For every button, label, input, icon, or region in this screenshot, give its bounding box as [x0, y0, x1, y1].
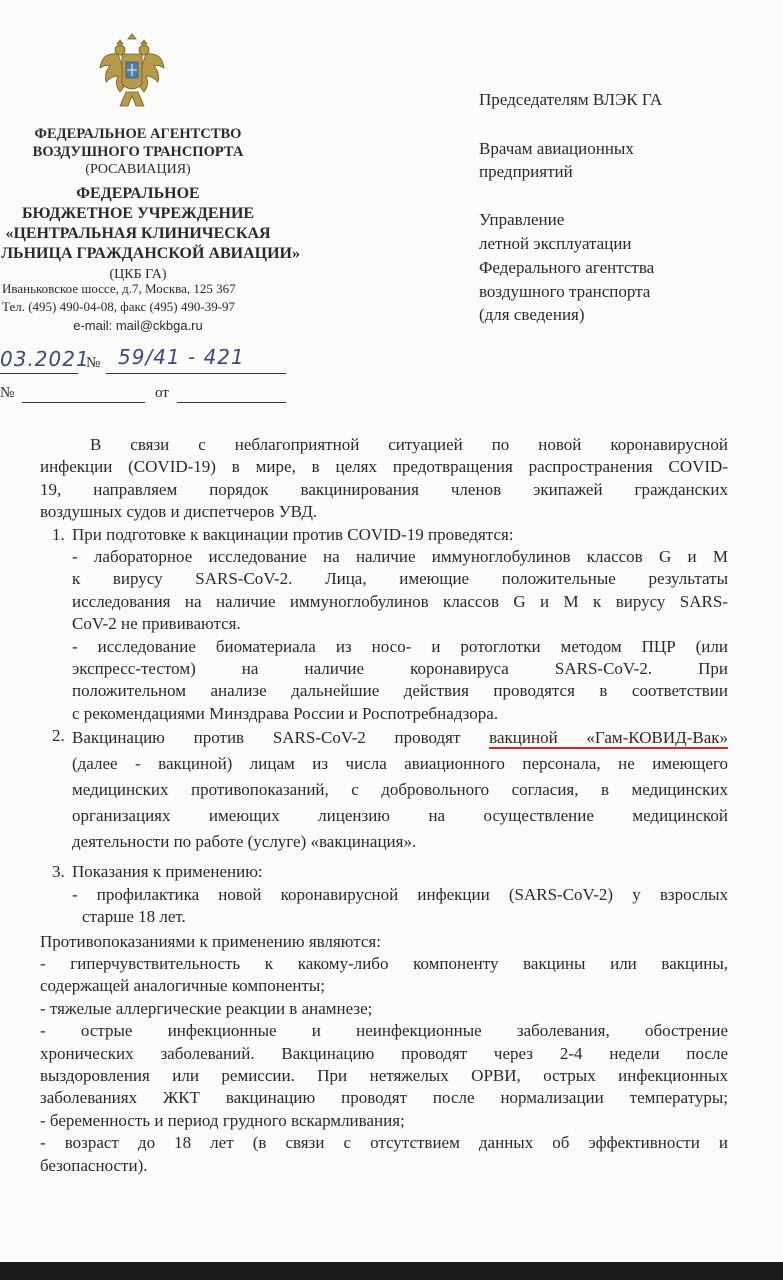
institution-name-line2: БЮДЖЕТНОЕ УЧРЕЖДЕНИЕ: [21, 205, 255, 222]
recipient-department-line4: воздушного транспорта: [479, 282, 651, 301]
institution-abbreviation: (ЦКБ ГА): [109, 267, 167, 282]
number-rule: [106, 373, 286, 374]
recipient-department-line1: Управление: [479, 210, 565, 229]
list-line: организациях имеющих лицензию на осуществление медицинской: [72, 806, 728, 826]
intro-line: воздушных судов и диспетчеров УВД.: [40, 502, 318, 522]
institution-name-line3: «ЦЕНТРАЛЬНАЯ КЛИНИЧЕСКАЯ: [5, 225, 271, 242]
list-item-heading: При подготовке к вакцинации против COVID-19 проведятся:: [72, 524, 514, 544]
list-number: 2.: [52, 726, 65, 746]
recipient-department-line2: летной эксплуатации: [479, 234, 632, 253]
contraindication-line: содержащей аналогичные компоненты;: [40, 976, 326, 996]
list-item-2: [40, 725, 728, 855]
agency-name-line2: ВОЗДУШНОГО ТРАНСПОРТА: [32, 144, 244, 160]
contraindication-line: безопасности).: [40, 1155, 148, 1175]
contraindication-line: - тяжелые аллергические реакции в анамнезе;: [40, 998, 373, 1018]
contraindication-line: - беременность и период грудного вскармливания;: [40, 1110, 405, 1130]
recipient-department-line3: Федерального агентства: [479, 258, 655, 277]
double-headed-eagle-icon: [96, 28, 168, 112]
handwritten-date: 03.2021: [0, 347, 90, 371]
list-line: (далее - вакциной) лицам из числа авиационного персонала, не имеющего: [72, 754, 728, 774]
list-line: медицинских противопоказаний, с добровольного согласия, в медицинских: [72, 780, 728, 800]
list-line: с рекомендациями Минздрава России и Роспотребнадзора.: [72, 703, 499, 723]
list-item-3: [40, 861, 728, 928]
contraindication-line: хронических заболеваний. Вакцинацию проводят через 2-4 недели после: [40, 1043, 728, 1063]
list-line: - профилактика новой коронавирусной инфекции (SARS-CoV-2) у взрослых: [72, 884, 728, 904]
underlined-vaccine-name: вакциной «Гам-КОВИД-Вак»: [489, 728, 729, 748]
list-line: старше 18 лет.: [82, 907, 186, 927]
bottom-edge: [0, 1262, 783, 1280]
institution-address: Иваньковское шоссе, д.7, Москва, 125 367: [2, 281, 236, 296]
list-line: положительном анализе дальнейшие действия проводятся в соответствии: [72, 681, 728, 701]
list-line: - исследование биоматериала из носо- и ротоглотки методом ПЦР (или: [72, 636, 728, 656]
recipient-department-line5: (для сведения): [479, 305, 585, 324]
list-line-text: Вакцинацию против SARS-CoV-2 проводят: [72, 728, 490, 748]
handwritten-number: 59/41 - 421: [118, 345, 245, 369]
list-item-1: [40, 524, 728, 726]
ref-date-rule: [177, 402, 286, 403]
list-item-heading: Показания к применению:: [72, 862, 263, 882]
date-rule: [0, 373, 78, 374]
recipient-vlek: Председателям ВЛЭК ГА: [479, 90, 663, 109]
contraindication-line: заболеваниях ЖКТ вакцинацию проводят после нормализации температуры;: [40, 1088, 728, 1108]
institution-name-line1: ФЕДЕРАЛЬНОЕ: [76, 185, 200, 202]
list-line: деятельности по работе (услуге) «вакцинация».: [72, 832, 417, 852]
ref-number-label: №: [0, 385, 15, 401]
intro-line: инфекции (COVID-19) в мире, в целях предотвращения распространения COVID-: [40, 457, 728, 477]
number-label: №: [86, 355, 101, 371]
contraindication-line: - острые инфекционные и неинфекционные заболевания, обострение: [40, 1021, 728, 1041]
list-line: к вирусу SARS-CoV-2. Лица, имеющие положительные результаты: [72, 569, 728, 589]
agency-abbreviation: (РОСАВИАЦИЯ): [85, 162, 191, 177]
contraindication-line: - гиперчувствительность к какому-либо компоненту вакцины или вакцины,: [40, 953, 728, 973]
intro-line: 19, направляем порядок вакцинирования членов экипажей гражданских: [40, 479, 728, 499]
recipient-doctors-line1: Врачам авиационных: [479, 139, 634, 158]
ref-number-rule: [22, 402, 145, 403]
list-line: исследования на наличие иммуноглобулинов классов G и M к вирусу SARS-: [72, 591, 728, 611]
list-line: CoV-2 не прививаются.: [72, 614, 241, 634]
intro-line: В связи с неблагоприятной ситуацией по новой коронавирусной: [90, 435, 728, 454]
institution-phone: Тел. (495) 490-04-08, факс (495) 490-39-97: [2, 299, 236, 314]
ref-from-label: от: [155, 385, 169, 401]
contraindication-line: выздоровления или ремиссии. При нетяжелых ОРВИ, острых инфекционных: [40, 1065, 728, 1085]
contraindications-heading: Противопоказаниями к применению являются:: [40, 931, 381, 951]
list-line: экспресс-тестом) на наличие коронавируса SARS-CoV-2. При: [72, 659, 728, 679]
letter-body: [40, 434, 728, 1177]
list-line: [72, 725, 728, 751]
recipient-doctors-line2: предприятий: [479, 162, 573, 181]
list-line: - лабораторное исследование на наличие иммуноглобулинов классов G и M: [72, 547, 728, 567]
institution-name-line4: ЛЬНИЦА ГРАЖДАНСКОЙ АВИАЦИИ»: [1, 245, 300, 262]
agency-name-line1: ФЕДЕРАЛЬНОЕ АГЕНТСТВО: [34, 126, 242, 142]
contraindication-line: - возраст до 18 лет (в связи с отсутствием данных об эффективности и: [40, 1133, 728, 1153]
list-number: 1.: [52, 524, 65, 544]
institution-email: e-mail: mail@ckbga.ru: [73, 318, 203, 333]
list-number: 3.: [52, 862, 65, 882]
